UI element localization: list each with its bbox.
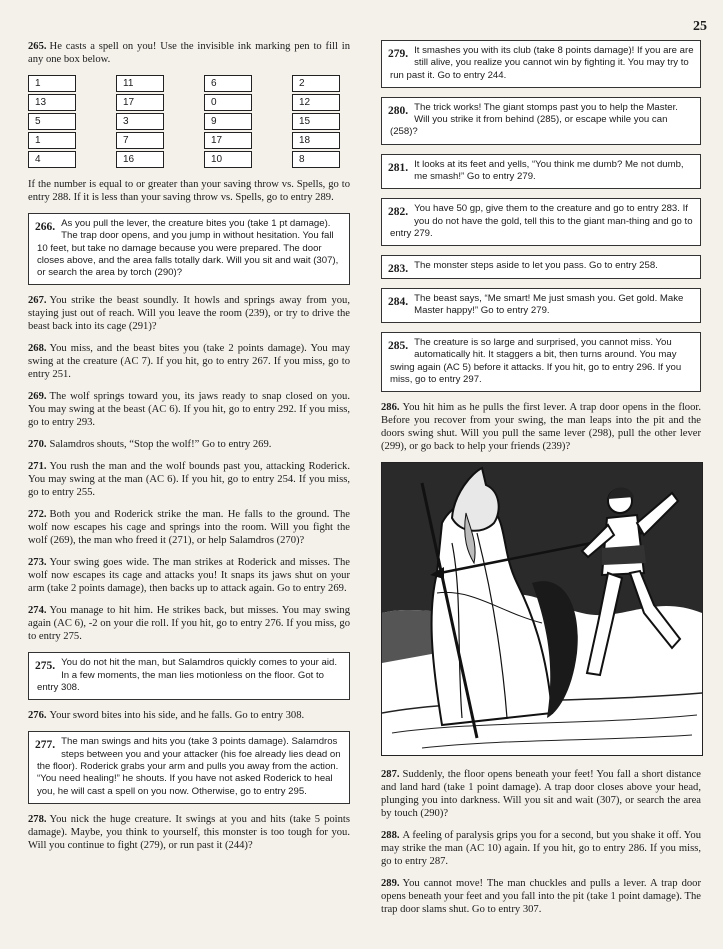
entry-number: 285. [388, 340, 409, 353]
entry-275 [28, 652, 350, 700]
grid-box[interactable]: 12 [292, 94, 340, 111]
entry-text: It smashes you with its club (take 8 points damage)! If you are are still alive, you realize you cannot win by fighting it. You may try to run past it. Go to entry 244. [390, 45, 694, 81]
grid-box[interactable]: 17 [116, 94, 164, 111]
entry-number: 266. [35, 221, 56, 233]
entry-number: 274. [28, 605, 47, 617]
entry-268 [28, 342, 350, 381]
entry-270 [28, 438, 350, 451]
entry-number: 279. [388, 48, 409, 60]
right-column [381, 40, 701, 925]
entry-text: If the number is equal to or greater than your saving throw vs. Spells, go to entry 288. If it is less than your saving throw vs. Spells, go to entry 289. [28, 179, 350, 203]
entry-283 [381, 255, 701, 278]
grid-box[interactable]: 15 [292, 113, 340, 130]
entry-text: You do not hit the man, but Salamdros quickly comes to your aid. In a few moments, the man lies motionless on the floor. Got to entry 308. [37, 657, 338, 694]
entry-text: You miss, and the beast bites you (take 2 points damage). You may swing at the creature (AC 7). If you hit, go to entry 267. If you miss, go to entry 251. [28, 343, 350, 381]
page-number: 25 [693, 19, 707, 34]
entry-text: You strike the beast soundly. It howls and springs away from you, staying just out of reach. Will you leave the room (239), or try to drive the beast back into its cage (291)? [28, 295, 350, 333]
entry-number: 276. [28, 710, 47, 722]
entry-284 [381, 288, 701, 324]
entry-281 [381, 154, 701, 190]
entry-number: 287. [381, 769, 400, 781]
entry-number: 281. [388, 161, 409, 174]
entry-number: 286. [381, 402, 400, 414]
grid-box[interactable]: 4 [28, 151, 76, 168]
entry-number: 270. [28, 439, 47, 451]
entry-number: 277. [35, 739, 56, 752]
entry-text: He casts a spell on you! Use the invisible ink marking pen to fill in any one box below. [28, 41, 350, 65]
entry-text: It looks at its feet and yells, “You think me dumb? Me not dumb, me smash!” Go to entry 279. [414, 158, 684, 183]
entry-276 [28, 709, 350, 722]
grid-box[interactable]: 1 [28, 75, 76, 92]
grid-box[interactable]: 8 [292, 151, 340, 168]
entry-number: 267. [28, 295, 47, 307]
entry-text: You have 50 gp, give them to the creature and go to entry 283. If you do not have the gold, tell this to the giant man-thing and go to entry 279. [390, 203, 693, 239]
entry-text: The trick works! The giant stomps past you to help the Master. Will you strike it from behind (285), or escape while you can (258)? [390, 101, 678, 138]
grid-box[interactable]: 2 [292, 75, 340, 92]
grid-box[interactable]: 13 [28, 94, 76, 111]
entry-text: You manage to hit him. He strikes back, but misses. You may swing again (AC 6), -2 on your die roll. If you hit, go to entry 276. If you miss, go to entry 275. [28, 605, 350, 643]
entry-text: Both you and Roderick strike the man. He falls to the ground. The wolf now escapes his cage and springs into the room. Will you fight the wolf (269), the man who freed it (271), or help Salamdros (270)? [28, 509, 350, 547]
entry-289 [381, 877, 701, 916]
entry-number: 284. [388, 295, 409, 308]
entry-271 [28, 460, 350, 499]
grid-box[interactable]: 10 [204, 151, 252, 168]
entry-number: 268. [28, 343, 47, 355]
entry-265-result [28, 178, 350, 204]
entry-number: 289. [381, 878, 400, 890]
entry-number: 288. [381, 830, 400, 842]
grid-box[interactable]: 11 [116, 75, 164, 92]
entry-269 [28, 390, 350, 429]
entry-272 [28, 508, 350, 547]
entry-278 [28, 813, 350, 852]
grid-column-4 [292, 75, 340, 170]
left-column [28, 40, 350, 861]
entry-number: 280. [388, 104, 409, 117]
illustration-drawing [382, 463, 702, 755]
grid-box[interactable]: 6 [204, 75, 252, 92]
grid-box[interactable]: 1 [28, 132, 76, 149]
entry-text: Your sword bites into his side, and he falls. Go to entry 308. [49, 710, 305, 722]
entry-text: You hit him as he pulls the first lever. A trap door opens in the floor. Before you recover from your swing, the man leaps into the pit and the doors swing shut. Will you pull the same lever (298), pull the other lever (299), or go back to help your friends (239)? [381, 402, 701, 453]
entry-text: You cannot move! The man chuckles and pulls a lever. A trap door opens beneath your feet and you fall into the pit (take 1 point damage). The trap door slams shut. Go to entry 307. [381, 878, 701, 916]
entry-text: As you pull the lever, the creature bites you (take 1 pt damage). The trap door opens, and you jump in without hesitation. You fall 10 feet, but take no damage because you were prepared. The door closes above, and the area falls totally dark. Will you sit and wait (307), or search the area by torch (290)? [37, 218, 339, 279]
entry-number: 278. [28, 813, 47, 825]
grid-column-2 [116, 75, 164, 170]
entry-number: 282. [388, 206, 409, 219]
entry-text: You rush the man and the wolf bounds past you, attacking Roderick. You may swing at the man (AC 6). If you hit, go to entry 254. If you miss, go to entry 255. [28, 461, 350, 499]
entry-number: 275. [35, 660, 56, 673]
entry-274 [28, 604, 350, 643]
grid-box[interactable]: 0 [204, 94, 252, 111]
entry-text: You nick the huge creature. It swings at you and hits (take 5 points damage). Maybe, you think to yourself, this monster is too tough for you. Will you continue to fight (279), or run past it (244)? [28, 813, 350, 851]
entry-265 [28, 40, 350, 66]
entry-number: 283. [388, 263, 409, 276]
grid-column-1 [28, 75, 76, 170]
entry-text: Suddenly, the floor opens beneath your feet! You fall a short distance and land hard (take 1 point damage). A trap door closes above your head, plunging you into darkness. Will you sit and wait (307), or search the area by touch (290)? [381, 769, 701, 820]
grid-box[interactable]: 17 [204, 132, 252, 149]
entry-text: The beast says, “Me smart! Me just smash you. Get gold. Make Master happy!” Go to entry 279. [414, 292, 684, 316]
entry-285 [381, 332, 701, 392]
entry-287 [381, 768, 701, 820]
number-grid [28, 75, 350, 170]
entry-text: The wolf springs toward you, its jaws ready to snap closed on you. You may swing at the beast (AC 6). If you hit, go to entry 292. If you miss, go to entry 293. [28, 391, 350, 429]
entry-267 [28, 294, 350, 333]
entry-number: 272. [28, 509, 47, 521]
entry-text: The creature is so large and surprised, you cannot miss. You automatically hit. It staggers a bit, then turns around. You may swing again (AC 5) before it attacks. If you hit, go to entry 296. If you miss, go to entry 297. [390, 337, 682, 386]
grid-box[interactable]: 16 [116, 151, 164, 168]
entry-number: 273. [28, 557, 47, 569]
entry-text: The monster steps aside to let you pass. Go to entry 258. [414, 260, 658, 272]
entry-text: A feeling of paralysis grips you for a second, but you shake it off. You may strike the man (AC 10) again. If you hit, go to entry 286. If you miss, go to entry 287. [381, 830, 701, 868]
entry-288 [381, 829, 701, 868]
entry-277 [28, 731, 350, 803]
entry-number: 269. [28, 391, 47, 403]
grid-column-3 [204, 75, 252, 170]
entry-number: 265. [28, 41, 47, 52]
entry-279 [381, 40, 701, 88]
grid-box[interactable]: 3 [116, 113, 164, 130]
entry-text: Your swing goes wide. The man strikes at Roderick and misses. The wolf now escapes its cage and attacks you! It snaps its jaws shut on your arm (take 2 points damage), then backs up to attack again. Go to entry 269. [28, 557, 350, 595]
entry-282 [381, 198, 701, 246]
grid-box[interactable]: 18 [292, 132, 340, 149]
entry-text: The man swings and hits you (take 3 points damage). Salamdros steps between you and your attacker (his foe already lies dead on the floor). Roderick grabs your arm and pulls you away from the action. “You need healing!” he shouts. If you have not asked Roderick to heal you, he will cast a spell on you now. Otherwise, go to entry 295. [37, 736, 341, 797]
grid-box[interactable]: 5 [28, 113, 76, 130]
grid-box[interactable]: 9 [204, 113, 252, 130]
entry-text: Salamdros shouts, “Stop the wolf!” Go to entry 269. [49, 439, 272, 451]
grid-box[interactable]: 7 [116, 132, 164, 149]
illustration-wizard-and-warrior [381, 462, 703, 756]
entry-286 [381, 401, 701, 453]
entry-number: 271. [28, 461, 47, 473]
entry-266 [28, 213, 350, 285]
entry-273 [28, 556, 350, 595]
entry-280 [381, 97, 701, 145]
